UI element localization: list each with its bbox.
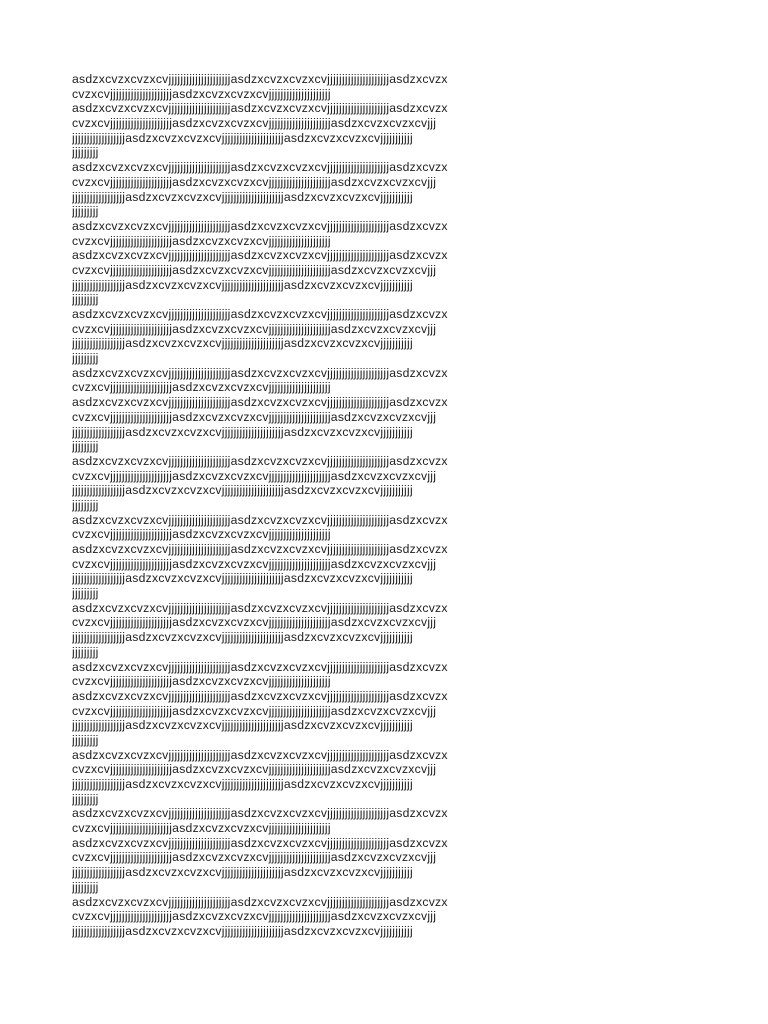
text-line: jjjjjjjjjjjjjjjjjjasdzxcvzxcvzxcvjjjjjjjjjjjjjjjjjjjjjasdzxcvzxcvzxcvjjjjjjjjjjj <box>72 483 413 498</box>
text-line: asdzxcvzxcvzxcvjjjjjjjjjjjjjjjjjjjjjasdzxcvzxcvzxcvjjjjjjjjjjjjjjjjjjjjjasdzxcvzx <box>72 747 448 762</box>
text-line: cvzxcvjjjjjjjjjjjjjjjjjjjjjasdzxcvzxcvzxcvjjjjjjjjjjjjjjjjjjjjjasdzxcvzxcvzxcvjjj <box>72 615 437 630</box>
text-line: asdzxcvzxcvzxcvjjjjjjjjjjjjjjjjjjjjjasdzxcvzxcvzxcvjjjjjjjjjjjjjjjjjjjjjasdzxcvzx <box>72 835 448 850</box>
text-line: cvzxcvjjjjjjjjjjjjjjjjjjjjjasdzxcvzxcvzxcvjjjjjjjjjjjjjjjjjjjjjasdzxcvzxcvzxcvjjj <box>72 468 437 483</box>
text-line: cvzxcvjjjjjjjjjjjjjjjjjjjjjasdzxcvzxcvzxcvjjjjjjjjjjjjjjjjjjjjjasdzxcvzxcvzxcvjjj <box>72 262 437 277</box>
text-line: jjjjjjjjjjjjjjjjjjasdzxcvzxcvzxcvjjjjjjjjjjjjjjjjjjjjjasdzxcvzxcvzxcvjjjjjjjjjjj <box>72 923 413 938</box>
text-line: cvzxcvjjjjjjjjjjjjjjjjjjjjjasdzxcvzxcvzxcvjjjjjjjjjjjjjjjjjjjjjasdzxcvzxcvzxcvjjj <box>72 703 437 718</box>
text-line: jjjjjjjjj <box>72 292 99 307</box>
text-line: cvzxcvjjjjjjjjjjjjjjjjjjjjjasdzxcvzxcvzxcvjjjjjjjjjjjjjjjjjjjjjasdzxcvzxcvzxcvjjj <box>72 116 437 131</box>
text-line: asdzxcvzxcvzxcvjjjjjjjjjjjjjjjjjjjjjasdzxcvzxcvzxcvjjjjjjjjjjjjjjjjjjjjjasdzxcvzx <box>72 248 448 263</box>
text-line: jjjjjjjjjjjjjjjjjjasdzxcvzxcvzxcvjjjjjjjjjjjjjjjjjjjjjasdzxcvzxcvzxcvjjjjjjjjjjj <box>72 277 413 292</box>
text-line: jjjjjjjjjjjjjjjjjjasdzxcvzxcvzxcvjjjjjjjjjjjjjjjjjjjjjasdzxcvzxcvzxcvjjjjjjjjjjj <box>72 718 413 733</box>
text-line: jjjjjjjjjjjjjjjjjjasdzxcvzxcvzxcvjjjjjjjjjjjjjjjjjjjjjasdzxcvzxcvzxcvjjjjjjjjjjj <box>72 630 413 645</box>
text-line: jjjjjjjjj <box>72 732 99 747</box>
text-line: cvzxcvjjjjjjjjjjjjjjjjjjjjjasdzxcvzxcvzxcvjjjjjjjjjjjjjjjjjjjjjasdzxcvzxcvzxcvjjj <box>72 321 437 336</box>
text-line: jjjjjjjjj <box>72 586 99 601</box>
text-line: cvzxcvjjjjjjjjjjjjjjjjjjjjjasdzxcvzxcvzxcvjjjjjjjjjjjjjjjjjjjjj <box>72 674 331 689</box>
text-line: jjjjjjjjj <box>72 497 99 512</box>
text-line: cvzxcvjjjjjjjjjjjjjjjjjjjjjasdzxcvzxcvzxcvjjjjjjjjjjjjjjjjjjjjj <box>72 527 331 542</box>
text-line: asdzxcvzxcvzxcvjjjjjjjjjjjjjjjjjjjjjasdzxcvzxcvzxcvjjjjjjjjjjjjjjjjjjjjjasdzxcvzx <box>72 307 448 321</box>
text-line: asdzxcvzxcvzxcvjjjjjjjjjjjjjjjjjjjjjasdzxcvzxcvzxcvjjjjjjjjjjjjjjjjjjjjjasdzxcvzx <box>72 600 448 615</box>
text-line: jjjjjjjjjjjjjjjjjjasdzxcvzxcvzxcvjjjjjjjjjjjjjjjjjjjjjasdzxcvzxcvzxcvjjjjjjjjjjj <box>72 424 413 439</box>
text-line: asdzxcvzxcvzxcvjjjjjjjjjjjjjjjjjjjjjasdzxcvzxcvzxcvjjjjjjjjjjjjjjjjjjjjjasdzxcvzx <box>72 542 448 556</box>
text-line: asdzxcvzxcvzxcvjjjjjjjjjjjjjjjjjjjjjasdzxcvzxcvzxcvjjjjjjjjjjjjjjjjjjjjjasdzxcvzx <box>72 72 448 86</box>
text-line: cvzxcvjjjjjjjjjjjjjjjjjjjjjasdzxcvzxcvzxcvjjjjjjjjjjjjjjjjjjjjjasdzxcvzxcvzxcvjjj <box>72 556 437 571</box>
text-line: jjjjjjjjjjjjjjjjjjasdzxcvzxcvzxcvjjjjjjjjjjjjjjjjjjjjjasdzxcvzxcvzxcvjjjjjjjjjjj <box>72 189 413 204</box>
body-text <box>72 72 702 939</box>
text-line: asdzxcvzxcvzxcvjjjjjjjjjjjjjjjjjjjjjasdzxcvzxcvzxcvjjjjjjjjjjjjjjjjjjjjjasdzxcvzx <box>72 894 448 909</box>
text-line: asdzxcvzxcvzxcvjjjjjjjjjjjjjjjjjjjjjasdzxcvzxcvzxcvjjjjjjjjjjjjjjjjjjjjjasdzxcvzx <box>72 395 448 410</box>
text-line: asdzxcvzxcvzxcvjjjjjjjjjjjjjjjjjjjjjasdzxcvzxcvzxcvjjjjjjjjjjjjjjjjjjjjjasdzxcvzx <box>72 365 448 380</box>
text-line: asdzxcvzxcvzxcvjjjjjjjjjjjjjjjjjjjjjasdzxcvzxcvzxcvjjjjjjjjjjjjjjjjjjjjjasdzxcvzx <box>72 806 448 821</box>
text-line: cvzxcvjjjjjjjjjjjjjjjjjjjjjasdzxcvzxcvzxcvjjjjjjjjjjjjjjjjjjjjj <box>72 821 331 836</box>
text-line: jjjjjjjjj <box>72 351 99 366</box>
text-line: asdzxcvzxcvzxcvjjjjjjjjjjjjjjjjjjjjjasdzxcvzxcvzxcvjjjjjjjjjjjjjjjjjjjjjasdzxcvzx <box>72 659 448 674</box>
text-line: jjjjjjjjj <box>72 204 99 219</box>
text-line: asdzxcvzxcvzxcvjjjjjjjjjjjjjjjjjjjjjasdzxcvzxcvzxcvjjjjjjjjjjjjjjjjjjjjjasdzxcvzx <box>72 218 448 233</box>
text-line: cvzxcvjjjjjjjjjjjjjjjjjjjjjasdzxcvzxcvzxcvjjjjjjjjjjjjjjjjjjjjjasdzxcvzxcvzxcvjjj <box>72 409 437 424</box>
text-line: jjjjjjjjj <box>72 879 99 894</box>
text-line: jjjjjjjjj <box>72 791 99 806</box>
text-line: jjjjjjjjj <box>72 439 99 454</box>
text-line: jjjjjjjjj <box>72 644 99 659</box>
text-line: jjjjjjjjjjjjjjjjjjasdzxcvzxcvzxcvjjjjjjjjjjjjjjjjjjjjjasdzxcvzxcvzxcvjjjjjjjjjjj <box>72 336 413 351</box>
text-line: jjjjjjjjjjjjjjjjjjasdzxcvzxcvzxcvjjjjjjjjjjjjjjjjjjjjjasdzxcvzxcvzxcvjjjjjjjjjjj <box>72 130 413 145</box>
text-line: cvzxcvjjjjjjjjjjjjjjjjjjjjjasdzxcvzxcvzxcvjjjjjjjjjjjjjjjjjjjjjasdzxcvzxcvzxcvjjj <box>72 909 437 924</box>
text-line: asdzxcvzxcvzxcvjjjjjjjjjjjjjjjjjjjjjasdzxcvzxcvzxcvjjjjjjjjjjjjjjjjjjjjjasdzxcvzx <box>72 688 448 703</box>
text-line: asdzxcvzxcvzxcvjjjjjjjjjjjjjjjjjjjjjasdzxcvzxcvzxcvjjjjjjjjjjjjjjjjjjjjjasdzxcvzx <box>72 453 448 468</box>
text-line: jjjjjjjjjjjjjjjjjjasdzxcvzxcvzxcvjjjjjjjjjjjjjjjjjjjjjasdzxcvzxcvzxcvjjjjjjjjjjj <box>72 865 413 880</box>
text-line: jjjjjjjjjjjjjjjjjjasdzxcvzxcvzxcvjjjjjjjjjjjjjjjjjjjjjasdzxcvzxcvzxcvjjjjjjjjjjj <box>72 571 413 586</box>
text-line: jjjjjjjjj <box>72 145 99 160</box>
text-line: asdzxcvzxcvzxcvjjjjjjjjjjjjjjjjjjjjjasdzxcvzxcvzxcvjjjjjjjjjjjjjjjjjjjjjasdzxcvzx <box>72 160 448 175</box>
text-line: cvzxcvjjjjjjjjjjjjjjjjjjjjjasdzxcvzxcvzxcvjjjjjjjjjjjjjjjjjjjjjasdzxcvzxcvzxcvjjj <box>72 850 437 865</box>
text-line: asdzxcvzxcvzxcvjjjjjjjjjjjjjjjjjjjjjasdzxcvzxcvzxcvjjjjjjjjjjjjjjjjjjjjjasdzxcvzx <box>72 512 448 527</box>
text-line: jjjjjjjjjjjjjjjjjjasdzxcvzxcvzxcvjjjjjjjjjjjjjjjjjjjjjasdzxcvzxcvzxcvjjjjjjjjjjj <box>72 777 413 791</box>
text-line: cvzxcvjjjjjjjjjjjjjjjjjjjjjasdzxcvzxcvzxcvjjjjjjjjjjjjjjjjjjjjjasdzxcvzxcvzxcvjjj <box>72 762 437 777</box>
text-line: asdzxcvzxcvzxcvjjjjjjjjjjjjjjjjjjjjjasdzxcvzxcvzxcvjjjjjjjjjjjjjjjjjjjjjasdzxcvzx <box>72 101 448 116</box>
text-line: cvzxcvjjjjjjjjjjjjjjjjjjjjjasdzxcvzxcvzxcvjjjjjjjjjjjjjjjjjjjjj <box>72 233 331 248</box>
text-line: cvzxcvjjjjjjjjjjjjjjjjjjjjjasdzxcvzxcvzxcvjjjjjjjjjjjjjjjjjjjjjasdzxcvzxcvzxcvjjj <box>72 174 437 189</box>
text-line: cvzxcvjjjjjjjjjjjjjjjjjjjjjasdzxcvzxcvzxcvjjjjjjjjjjjjjjjjjjjjj <box>72 380 331 395</box>
text-line: cvzxcvjjjjjjjjjjjjjjjjjjjjjasdzxcvzxcvzxcvjjjjjjjjjjjjjjjjjjjjj <box>72 86 331 101</box>
